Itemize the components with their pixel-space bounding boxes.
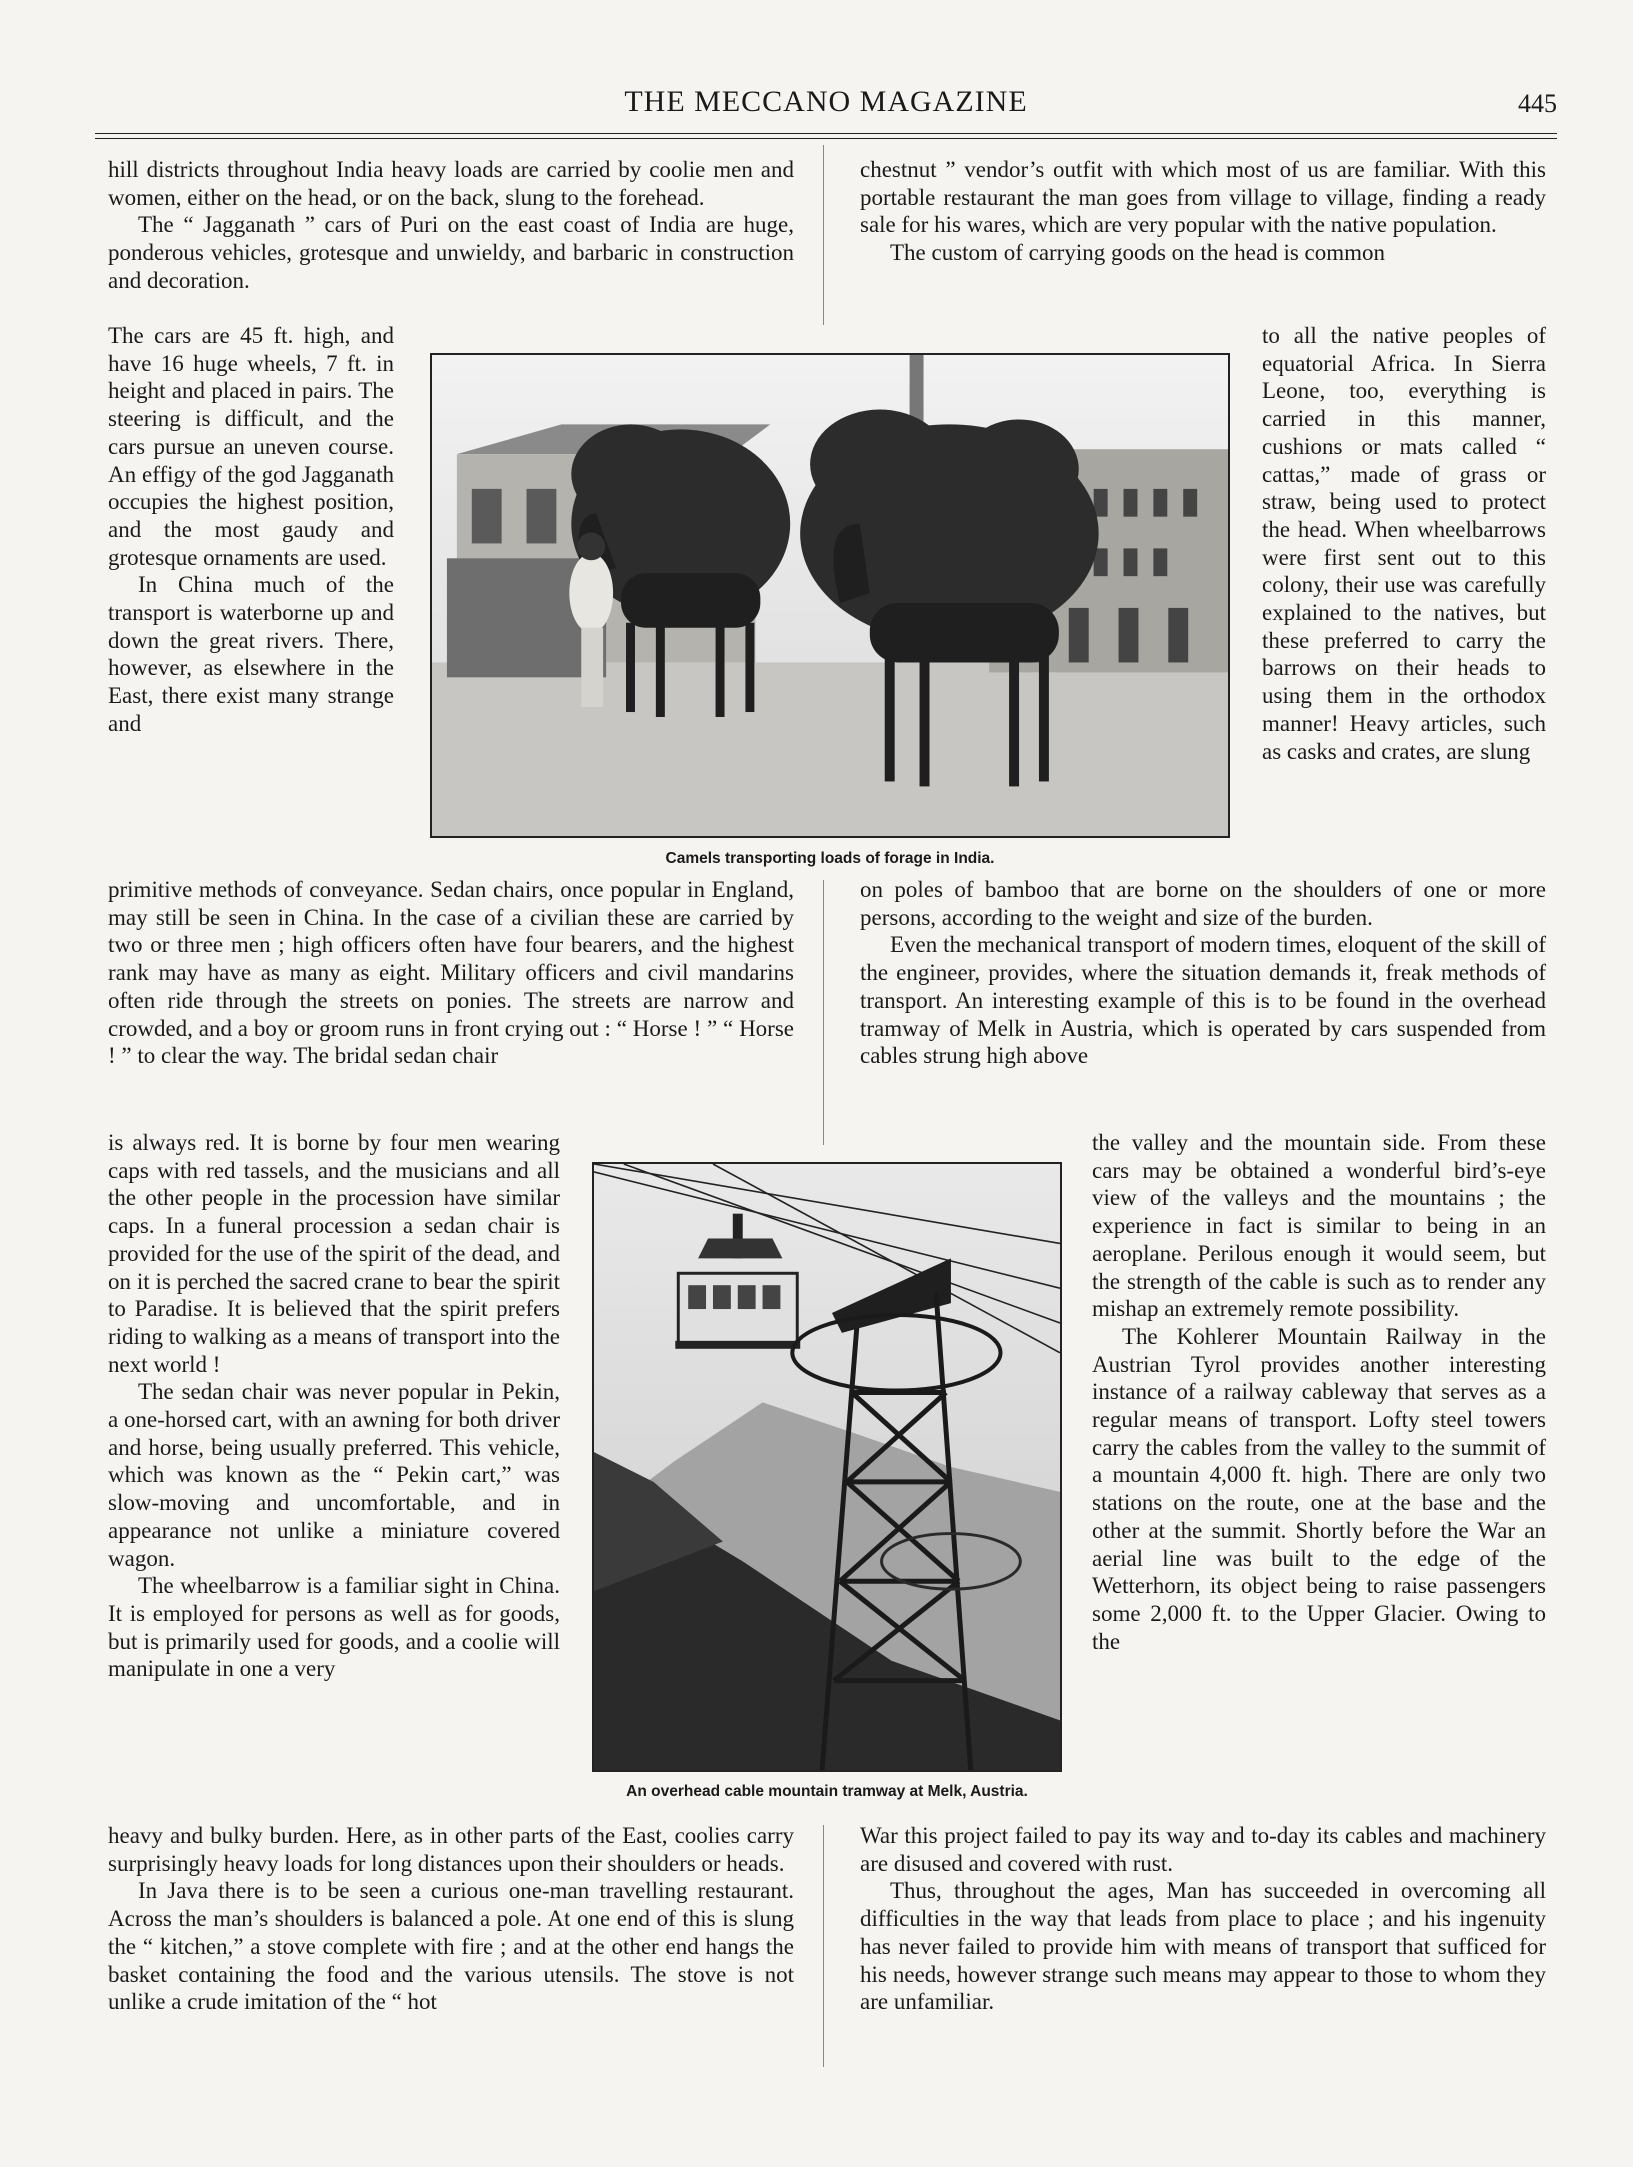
header-rule xyxy=(95,133,1557,134)
right-top-text xyxy=(860,156,1546,267)
paragraph: The “ Jagganath ” cars of Puri on the east coast of India are huge, ponderous vehicles, grotesque and unwieldy, and barbaric in construction and decoration. xyxy=(108,212,794,293)
right-bottom-text xyxy=(860,1822,1546,2016)
right-narrow-text-1 xyxy=(1262,322,1546,765)
paragraph: the valley and the mountain side. From these cars may be obtained a wonderful bird’s-eye view of the valleys and the mountains ; the experience in fact is similar to being in an aeroplane. Perilous enough it would seem, but the strength of the cable is such as to render any mishap an extremely remote possibility. xyxy=(1092,1130,1546,1322)
paragraph: In Java there is to be seen a curious one-man travelling restaurant. Across the man’s shoulders is balanced a pole. At one end of this is slung the “ kitchen,” a stove complete with fire ; and at the other end hangs the basket containing the food and the various utensils. The stove is not unlike a crude imitation of the “ hot xyxy=(108,1878,794,2015)
left-mid-text xyxy=(108,876,794,1070)
paragraph: Thus, throughout the ages, Man has succeeded in overcoming all difficulties in the way that leads from place to place ; and his ingenuity has never failed to provide him with means of transport that sufficed for his needs, however strange such means may appear to those to whom they are unfamiliar. xyxy=(860,1878,1546,2015)
left-narrow-text-1 xyxy=(108,322,394,738)
cable-tramway-photo xyxy=(592,1162,1062,1772)
paragraph: The cars are 45 ft. high, and have 16 huge wheels, 7 ft. in height and placed in pairs. The steering is difficult, and the cars pursue an uneven course. An effigy of the god Jagganath occupies the highest position, and the most gaudy and grotesque ornaments are used. xyxy=(108,323,394,570)
column-divider xyxy=(823,145,824,325)
camels-caption: Camels transporting loads of forage in India. xyxy=(665,850,995,867)
paragraph: In China much of the transport is waterborne up and down the great rivers. There, however, as elsewhere in the East, there exist many strange and xyxy=(108,572,394,736)
paragraph: The Kohlerer Mountain Railway in the Austrian Tyrol provides another interesting instance of a railway cableway that serves as a regular means of transport. Lofty steel towers carry the cables from the valley to the summit of a mountain 4,000 ft. high. There are only two stations on the route, one at the base and the other at the summit. Shortly before the War an aerial line was built to the edge of the Wetterhorn, its object being to raise passengers some 2,000 ft. to the Upper Glacier. Owing to the xyxy=(1092,1323,1546,1654)
page-header xyxy=(95,85,1557,125)
magazine-title: THE MECCANO MAGAZINE xyxy=(624,85,1028,118)
paragraph: on poles of bamboo that are borne on the shoulders of one or more persons, according to the weight and size of the burden. xyxy=(860,877,1546,930)
tramway-caption: An overhead cable mountain tramway at Melk, Austria. xyxy=(626,1783,1028,1800)
paragraph: is always red. It is borne by four men wearing caps with red tassels, and the musicians and all the other people in the procession have similar caps. In a funeral procession a sedan chair is provided for the use of the spirit of the dead, and on it is perched the sacred crane to bear the spirit to Paradise. It is believed that the spirit prefers riding to walking as a means of transport into the next world ! xyxy=(108,1130,560,1377)
camels-photo xyxy=(430,353,1230,838)
paragraph: The custom of carrying goods on the head is common xyxy=(890,240,1386,266)
paragraph: Even the mechanical transport of modern times, eloquent of the skill of the engineer, provides, where the situation demands it, freak methods of transport. An interesting example of this is to be found in the overhead tramway of Melk in Austria, which is operated by cars suspended from cables strung high above xyxy=(860,932,1546,1069)
paragraph: heavy and bulky burden. Here, as in other parts of the East, coolies carry surprisingly heavy loads for long distances upon their shoulders or heads. xyxy=(108,1823,794,1876)
left-top-text xyxy=(108,156,794,295)
column-divider xyxy=(823,1825,824,2067)
paragraph: War this project failed to pay its way and to-day its cables and machinery are disused and covered with rust. xyxy=(860,1823,1546,1876)
right-narrow-text-2 xyxy=(1092,1129,1546,1655)
right-mid-text xyxy=(860,876,1546,1070)
paragraph: to all the native peoples of equatorial Africa. In Sierra Leone, too, everything is carried in this manner, cushions or mats called “ cattas,” made of grass or straw, being used to protect the head. When wheelbarrows were first sent out to this colony, their use was carefully explained to the natives, but these preferred to carry the barrows on their heads to using them in the orthodox manner! Heavy articles, such as casks and crates, are slung xyxy=(1262,323,1546,764)
left-narrow-text-2 xyxy=(108,1129,560,1683)
left-bottom-text xyxy=(108,1822,794,2016)
paragraph: hill districts throughout India heavy loads are carried by coolie men and women, either on the head, or on the back, slung to the forehead. xyxy=(108,157,794,210)
header-rule-double xyxy=(95,138,1557,139)
page-number: 445 xyxy=(1518,89,1557,118)
paragraph: primitive methods of conveyance. Sedan chairs, once popular in England, may still be seen in China. In the case of a civilian these are carried by two or three men ; high officers often have four bearers, and the highest rank may have as many as eight. Military officers and civil mandarins often ride through the streets on ponies. The streets are narrow and crowded, and a boy or groom runs in front crying out : “ Horse ! ” “ Horse ! ” to clear the way. The bridal sedan chair xyxy=(108,877,794,1069)
column-divider xyxy=(823,880,824,1145)
paragraph: The sedan chair was never popular in Pekin, a one-horsed cart, with an awning for both driver and horse, being usually preferred. This vehicle, which was known as the “ Pekin cart,” was slow-moving and uncomfortable, and in appearance not unlike a miniature covered wagon. xyxy=(108,1379,560,1571)
paragraph: The wheelbarrow is a familiar sight in China. It is employed for persons as well as for goods, but is primarily used for goods, and a coolie will manipulate in one a very xyxy=(108,1573,560,1682)
paragraph: chestnut ” vendor’s outfit with which most of us are familiar. With this portable restaurant the man goes from village to village, finding a ready sale for his wares, which are very popular with the native population. xyxy=(860,157,1546,238)
